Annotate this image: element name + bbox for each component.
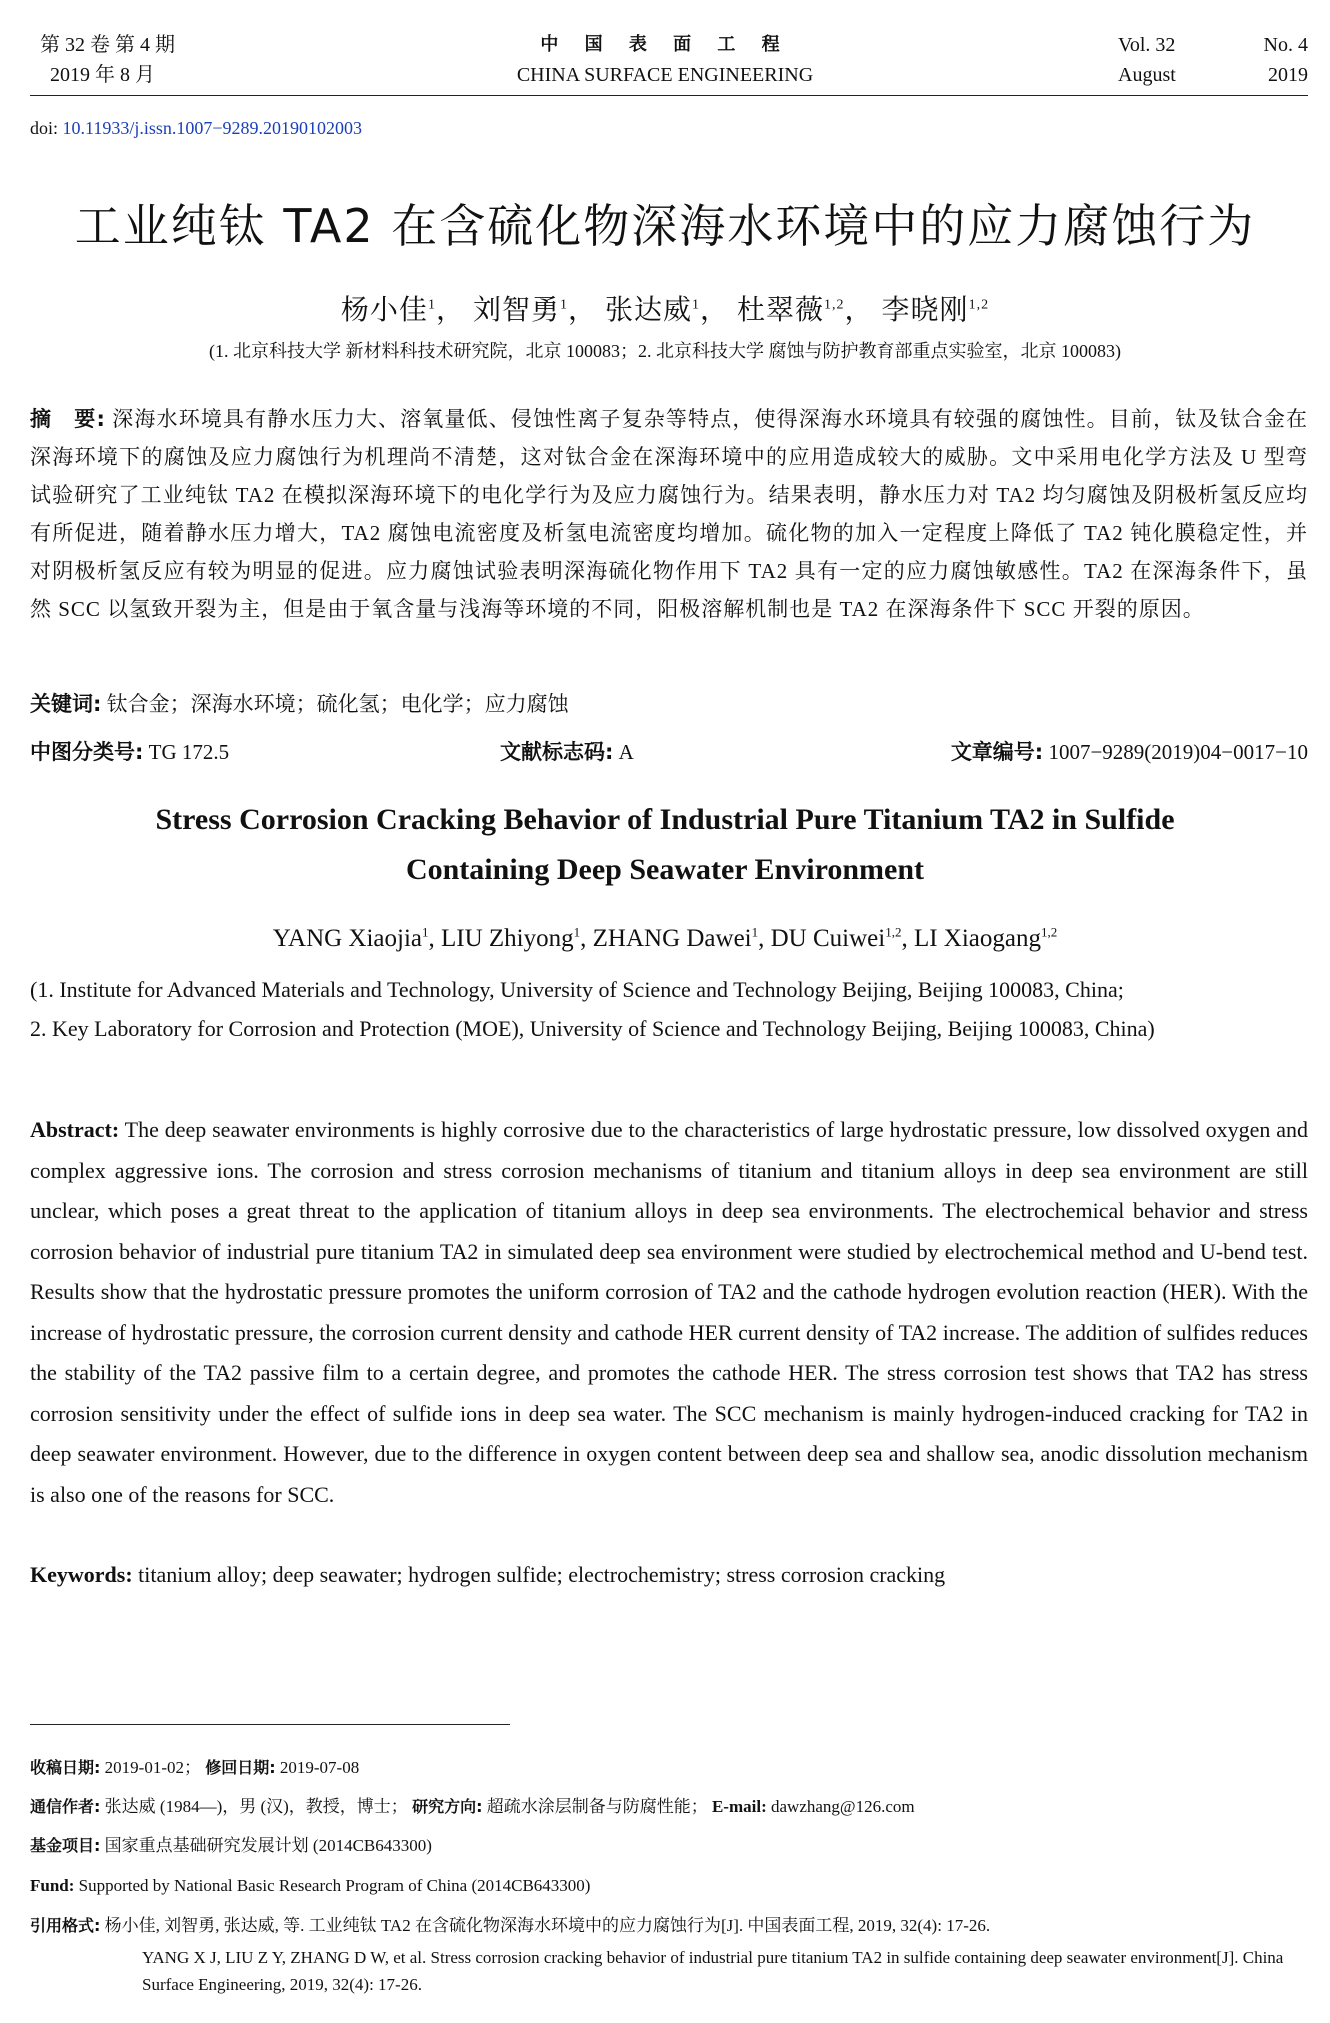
journal-name-en: CHINA SURFACE ENGINEERING (516, 64, 814, 86)
footnote-dates: 收稿日期: 2019-01-02； 修回日期: 2019-07-08 (30, 1758, 360, 1777)
author-cn: 杨小佳$^1$， (340, 295, 465, 326)
title-en-line2: Containing Deep Seawater Environment (405, 853, 925, 886)
document-code: 文献标志码: A (500, 740, 634, 764)
month-en: August (1118, 64, 1176, 86)
title-cn: 工业纯钛 TA2 在含硫化物深海水环境中的应力腐蚀行为 (74, 199, 1256, 253)
footnote-citation (30, 1914, 1308, 1998)
abstract-cn (30, 400, 1308, 628)
footnote-fund-en: Fund: Supported by National Basic Research Program of China (2014CB643300) (30, 1876, 591, 1895)
citation-cn: 杨小佳, 刘智勇, 张达威, 等. 工业纯钛 TA2 在含硫化物深海水环境中的应力腐蚀行为[J]. 中国表面工程, 2019, 32(4): 17-26. (104, 1916, 991, 1935)
affiliations-en (30, 970, 1308, 1048)
authors-cn (0, 288, 1330, 328)
author-en: YANG Xiaojia$^1$, (272, 925, 442, 953)
affiliation-en-1: (1. Institute for Advanced Materials and Technology, University of Science and Technology Beijing, Beijing 100083, China; (30, 977, 1124, 1002)
footnote-divider (30, 1724, 510, 1725)
citation-label: 引用格式: (30, 1916, 101, 1935)
footnote-corresponding: 通信作者: 张达威 (1984—)，男 (汉)，教授，博士； 研究方向: 超疏水涂层制备与防腐性能； E-mail: dawzhang@126.com (30, 1797, 915, 1816)
keywords-cn-text: 钛合金；深海水环境；硫化氢；电化学；应力腐蚀 (106, 692, 569, 716)
keywords-cn (30, 688, 1308, 718)
footnote-fund-cn: 基金项目: 国家重点基础研究发展计划 (2014CB643300) (30, 1836, 432, 1855)
abstract-en (30, 1110, 1308, 1515)
doi-label: doi: (30, 118, 59, 138)
author-en: ZHANG Dawei$^1$, (592, 925, 771, 953)
authors-en (0, 925, 1330, 953)
keywords-en-label: Keywords: (30, 1562, 133, 1587)
author-cn: 张达威$^1$， (604, 295, 730, 326)
author-en: LIU Zhiyong$^1$, (441, 925, 593, 953)
issue-en: No. 4 (1263, 34, 1308, 56)
abstract-cn-label: 摘 要: (30, 407, 106, 431)
title-en (0, 795, 1330, 895)
title-en-line1: Stress Corrosion Cracking Behavior of Industrial Pure Titanium TA2 in Sulfide (155, 803, 1175, 836)
abstract-en-text: The deep seawater environments is highly corrosive due to the characteristics of large hydrostatic pressure, low dissolved oxygen and complex aggressive ions. The corrosion and stress corrosion mechanisms of titanium and titanium alloys in deep sea environment are still unclear, which poses a great threat to the application of titanium alloys in deep sea environments. The electrochemical behavior and stress corrosion behavior of industrial pure titanium TA2 in simulated deep sea environment were studied by electrochemical method and U-bend test. Results show that the hydrostatic pressure promotes the uniform corrosion of TA2 and the cathode hydrogen evolution reaction (HER). With the increase of hydrostatic pressure, the corrosion current density and cathode HER current density of TA2 increase. The addition of sulfides reduces the stability of the TA2 passive film to a certain degree, and promotes the cathode HER. The stress corrosion test shows that TA2 has stress corrosion sensitivity under the effect of sulfide ions in deep sea water. The SCC mechanism is mainly hydrogen-induced cracking for TA2 in deep seawater environment. However, due to the difference in oxygen content between deep sea and shallow sea, anodic dissolution mechanism is also one of the reasons for SCC. (30, 1117, 1308, 1507)
clc-number: 中图分类号: TG 172.5 (30, 740, 230, 764)
date-cn: 2019 年 8 月 (50, 64, 155, 86)
year-en: 2019 (1268, 64, 1308, 86)
volume-issue-cn: 第 32 卷 第 4 期 (40, 34, 175, 56)
email-link[interactable]: dawzhang@126.com (771, 1797, 915, 1816)
author-en: DU Cuiwei$^{1,2}$, (770, 925, 914, 953)
author-cn: 李晓刚$^{1,2}$ (881, 295, 990, 326)
abstract-cn-text: 深海水环境具有静水压力大、溶氧量低、侵蚀性离子复杂等特点，使得深海水环境具有较强的腐蚀性。目前，钛及钛合金在深海环境下的腐蚀及应力腐蚀行为机理尚不清楚，这对钛合金在深海环境中的应用造成较大的威胁。文中采用电化学方法及 U 型弯试验研究了工业纯钛 TA2 在模拟深海环境下的电化学行为及应力腐蚀行为。结果表明，静水压力对 TA2 均匀腐蚀及阴极析氢反应均有所促进，随着静水压力增大，TA2 腐蚀电流密度及析氢电流密度均增加。硫化物的加入一定程度上降低了 TA2 钝化膜稳定性，并对阴极析氢反应有较为明显的促进。应力腐蚀试验表明深海硫化物作用下 TA2 具有一定的应力腐蚀敏感性。TA2 在深海条件下，虽然 SCC 以氢致开裂为主，但是由于氧含量与浅海等环境的不同，阳极溶解机制也是 TA2 在深海条件下 SCC 开裂的原因。 (30, 407, 1309, 621)
journal-name-cn: 中 国 表 面 工 程 (540, 34, 790, 55)
citation-en: YANG X J, LIU Z Y, ZHANG D W, et al. Stress corrosion cracking behavior of industrial pure titanium TA2 in sulfide containing deep seawater environment[J]. China Surface Engineering, 2019, 32(4): 17-26. (142, 1948, 1284, 1994)
keywords-en-text: titanium alloy; deep seawater; hydrogen sulfide; electrochemistry; stress corrosion cracking (138, 1562, 946, 1587)
header-right (1118, 30, 1308, 90)
affiliations-cn: (1. 北京科技大学 新材料科技术研究院，北京 100083；2. 北京科技大学 腐蚀与防护教育部重点实验室，北京 100083) (209, 341, 1121, 361)
article-number: 文章编号: 1007−9289(2019)04−0017−10 (950, 740, 1308, 764)
author-en: LI Xiaogang$^{1,2}$ (913, 925, 1058, 953)
keywords-cn-label: 关键词: (30, 692, 102, 716)
author-cn: 刘智勇$^1$， (472, 295, 597, 326)
volume-en: Vol. 32 (1118, 34, 1176, 56)
doi-link[interactable]: 10.11933/j.issn.1007−9289.20190102003 (62, 118, 363, 138)
doi-line (30, 118, 362, 139)
keywords-en (30, 1562, 1308, 1588)
affiliation-en-2: 2. Key Laboratory for Corrosion and Protection (MOE), University of Science and Technology Beijing, Beijing 100083, China) (30, 1016, 1155, 1041)
header-divider (30, 95, 1308, 96)
author-cn: 杜翠薇$^{1,2}$， (737, 295, 874, 326)
abstract-en-label: Abstract: (30, 1117, 120, 1142)
